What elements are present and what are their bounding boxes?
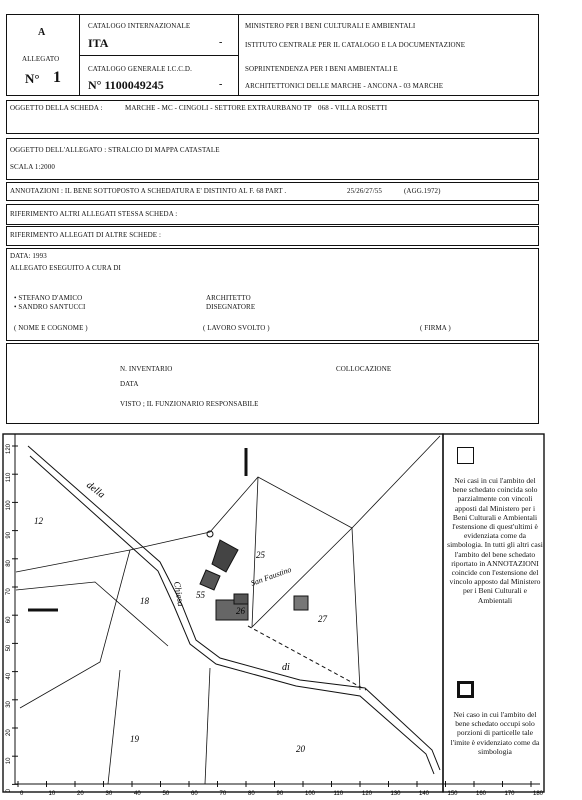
- catalogo-internazionale-value: ITA: [88, 36, 109, 50]
- allegato-number-prefix: N°: [25, 71, 40, 86]
- oggetto-scheda-label: OGGETTO DELLA SCHEDA :: [10, 104, 103, 112]
- x-tick-label: 150: [447, 791, 458, 797]
- road-label-della: della: [84, 479, 107, 501]
- riferimento-stessa-label: RIFERIMENTO ALTRI ALLEGATI STESSA SCHEDA :: [10, 210, 178, 218]
- x-tick-label: 130: [390, 791, 401, 797]
- annotazioni-parts: 25/26/27/55: [347, 187, 382, 195]
- catalogo-divider: [80, 55, 238, 56]
- istituto-line: ISTITUTO CENTRALE PER IL CATALOGO E LA DOCUMENTAZIONE: [245, 41, 466, 49]
- road-label-di: di: [282, 662, 290, 673]
- y-tick-label: 50: [6, 644, 12, 652]
- y-axis-ticks: [6, 443, 18, 792]
- visto-label: VISTO ; IL FUNZIONARIO RESPONSABILE: [120, 400, 259, 408]
- data-label: DATA: 1993: [10, 252, 47, 260]
- y-tick-label: 0: [6, 789, 12, 793]
- x-tick-label: 30: [105, 791, 113, 797]
- parcel-label: 18: [140, 596, 149, 606]
- building: [234, 594, 248, 604]
- y-tick-label: 70: [6, 588, 12, 595]
- column-firma: ( FIRMA ): [420, 324, 451, 332]
- building: [294, 596, 308, 610]
- x-tick-label: 180: [533, 791, 544, 797]
- role-1: ARCHITETTO: [206, 294, 251, 302]
- scala-label: SCALA 1:2000: [10, 163, 55, 171]
- y-tick-label: 110: [6, 472, 12, 483]
- place-label: San Faustino: [249, 564, 293, 588]
- parcel-boundary: [249, 477, 360, 690]
- parcel-label: 27: [318, 614, 327, 624]
- x-tick-label: 70: [219, 791, 227, 797]
- x-tick-label: 40: [134, 791, 141, 797]
- catalogo-generale-value: N° 1100049245: [88, 78, 164, 92]
- inventario-data-label: DATA: [120, 380, 139, 388]
- x-tick-label: 160: [476, 791, 487, 797]
- annotazioni-text: ANNOTAZIONI : IL BENE SOTTOPOSTO A SCHEDATURA E' DISTINTO AL F. 68 PART .: [10, 187, 287, 195]
- ministero-line: MINISTERO PER I BENI CULTURALI E AMBIENTALI: [245, 22, 416, 30]
- parcel-label: 20: [296, 744, 305, 754]
- dash-mark: -: [219, 79, 223, 90]
- y-tick-label: 10: [6, 757, 12, 765]
- building: [212, 540, 238, 572]
- column-lavoro: ( LAVORO SVOLTO ): [203, 324, 270, 332]
- allegato-letter: A: [38, 27, 46, 38]
- legend-text-1: Nei casi in cui l'ambito del bene schedato coincida solo parzialmente con vincoli apposti dal Ministero per i Beni Culturali e Ambientali l'estensione di quest'ultimi è evidenziata come da simbologia. In tutti gli altri casi l'ambito del bene schedato riportato in ANNOTAZIONI coincide con l'estensione del vincolo apposto dal Ministero per i Beni Culturali e Ambientali: [447, 476, 543, 605]
- catalogo-generale-label: CATALOGO GENERALE I.C.C.D.: [88, 65, 192, 73]
- x-tick-label: 90: [276, 791, 284, 797]
- parcel-label: 12: [34, 516, 43, 526]
- x-axis-ticks: [18, 781, 544, 797]
- building: [200, 570, 220, 590]
- parcel-label: 55: [196, 590, 205, 600]
- x-tick-label: 120: [362, 791, 373, 797]
- parcel-label: 26: [236, 606, 245, 616]
- parcel-label: 19: [130, 734, 139, 744]
- person-1: • STEFANO D'AMICO: [14, 294, 83, 302]
- y-tick-label: 100: [6, 500, 12, 511]
- catalogo-internazionale-label: CATALOGO INTERNAZIONALE: [88, 22, 191, 30]
- collocazione-label: COLLOCAZIONE: [336, 365, 392, 373]
- legend-symbol-thin: [457, 447, 474, 464]
- parcel-boundary: [20, 550, 130, 708]
- inventario-box: [6, 343, 539, 424]
- x-tick-label: 50: [162, 791, 170, 797]
- column-nome: ( NOME E COGNOME ): [14, 324, 88, 332]
- y-tick-label: 80: [6, 560, 12, 567]
- oggetto-allegato-box: [6, 138, 539, 180]
- x-tick-label: 100: [305, 791, 316, 797]
- y-tick-label: 60: [6, 616, 12, 624]
- y-tick-label: 90: [6, 531, 12, 539]
- road-della-edge-1: [28, 446, 180, 800]
- oggetto-scheda-code: 068 - VILLA ROSETTI: [318, 104, 388, 112]
- x-tick-label: 0: [20, 791, 24, 797]
- soprintendenza-line-1: SOPRINTENDENZA PER I BENI AMBIENTALI E: [245, 65, 398, 73]
- person-2: • SANDRO SANTUCCI: [14, 303, 86, 311]
- x-tick-label: 10: [48, 791, 56, 797]
- legend-text-2: Nei caso in cui l'ambito del bene schedato occupi solo porzioni di particelle tale l'imite è evidenziato come da simbologia: [450, 710, 540, 756]
- x-tick-label: 110: [333, 791, 344, 797]
- x-tick-label: 140: [419, 791, 430, 797]
- parcel-boundary: [205, 668, 210, 784]
- y-tick-label: 120: [6, 443, 12, 454]
- y-tick-label: 20: [6, 729, 12, 736]
- soprintendenza-line-2: ARCHITETTONICI DELLE MARCHE - ANCONA - 03 MARCHE: [245, 82, 444, 90]
- parcel-boundary: [16, 582, 168, 646]
- parcel-label: 25: [256, 550, 265, 560]
- dash-mark: -: [219, 37, 223, 48]
- oggetto-scheda-value: MARCHE - MC - CINGOLI - SETTORE EXTRAURBANO TP: [125, 104, 312, 112]
- road-label-chiesa: Chiesa: [172, 580, 187, 607]
- allegato-label: ALLEGATO: [22, 55, 60, 63]
- x-tick-label: 170: [504, 791, 515, 797]
- allegato-eseguito-label: ALLEGATO ESEGUITO A CURA DI: [10, 264, 121, 272]
- y-tick-label: 30: [6, 701, 12, 708]
- role-2: DISEGNATORE: [206, 303, 256, 311]
- x-tick-label: 60: [191, 791, 198, 797]
- allegato-number: 1: [53, 69, 61, 86]
- riferimento-altre-label: RIFERIMENTO ALLEGATI DI ALTRE SCHEDE :: [10, 231, 161, 239]
- y-tick-label: 40: [6, 672, 12, 680]
- annotazioni-agg: (AGG.1972): [404, 187, 441, 195]
- n-inventario-label: N. INVENTARIO: [120, 365, 173, 373]
- legend-symbol-thick: [457, 681, 474, 698]
- x-tick-label: 80: [248, 791, 255, 797]
- parcel-boundary: [108, 670, 120, 784]
- oggetto-allegato-label: OGGETTO DELL'ALLEGATO : STRALCIO DI MAPPA CATASTALE: [10, 146, 220, 154]
- x-tick-label: 20: [77, 791, 84, 797]
